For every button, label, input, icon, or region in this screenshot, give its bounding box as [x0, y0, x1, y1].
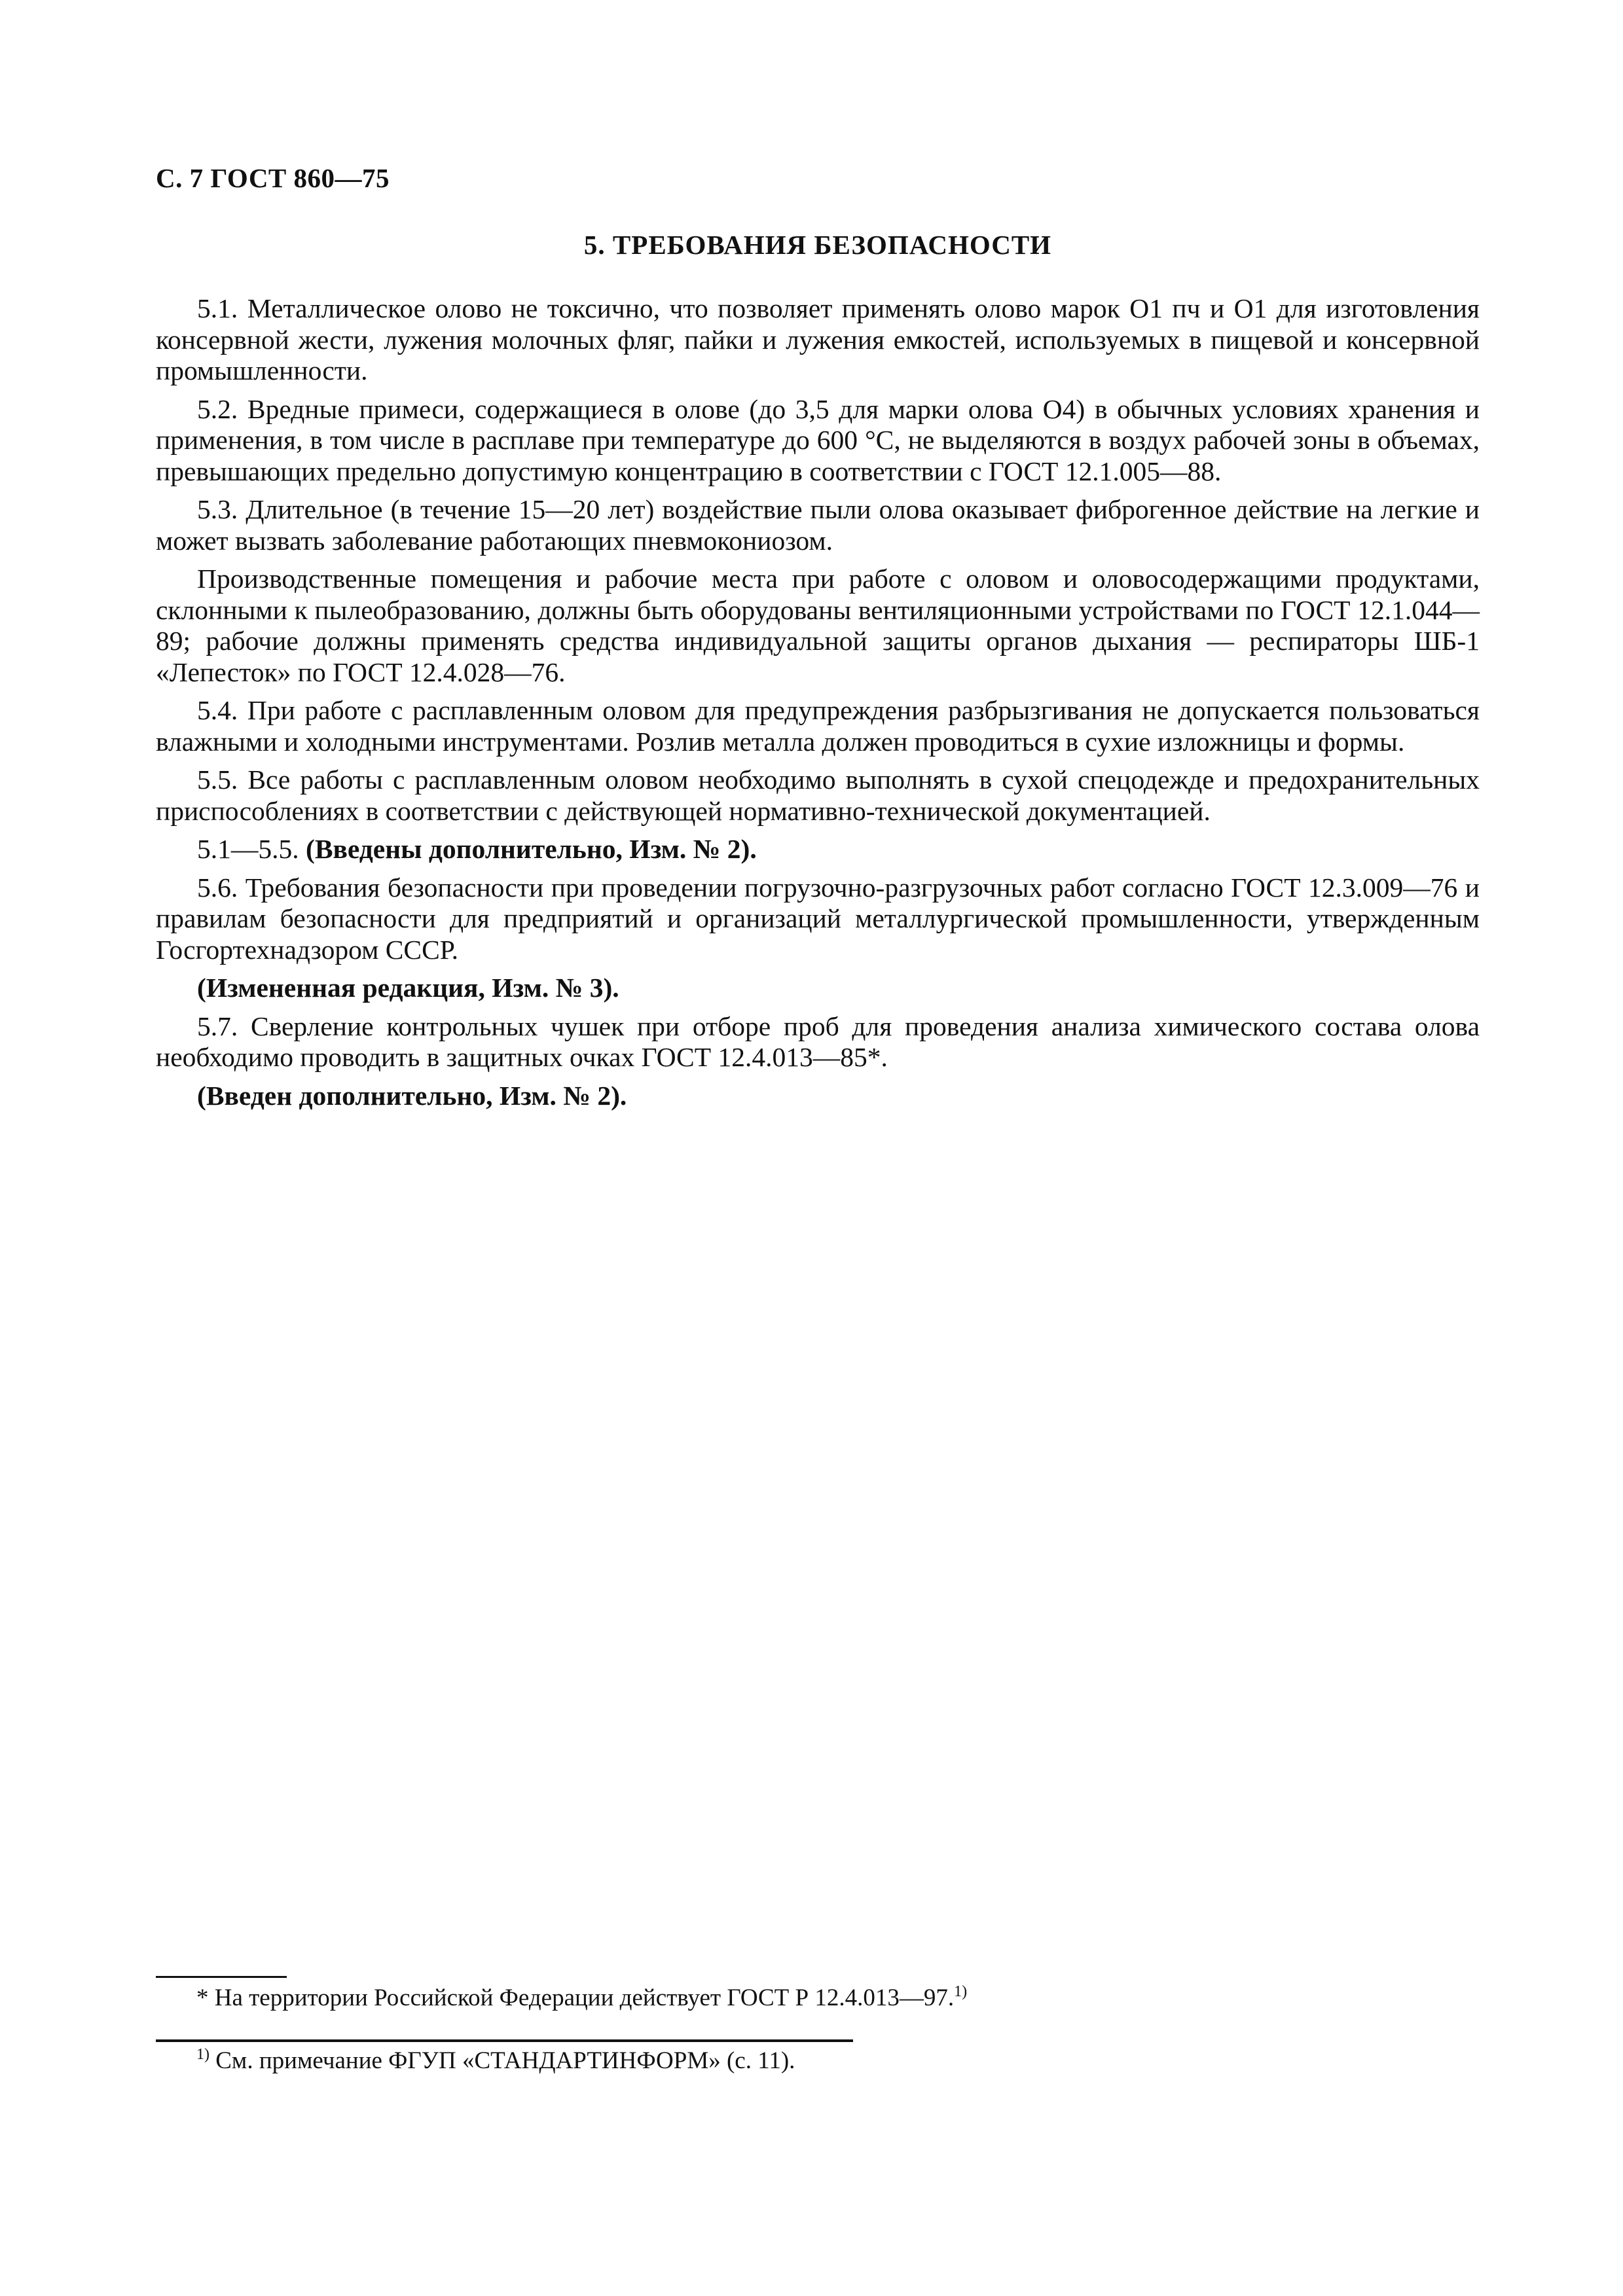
footnote-separator	[156, 1976, 287, 1978]
footnote-marker: 1)	[196, 2046, 210, 2063]
paragraph-5-3-ventilation: Производственные помещения и рабочие места при работе с оловом и оловосодержащими продуктами, склонными к пылеобразованию, должны быть оборудованы вентиляционными устройствами по ГОСТ 12.1.044—89; рабочие должны применять средства индивидуальной защиты органов дыхания — респираторы ШБ-1 «Лепесток» по ГОСТ 12.4.028—76.	[156, 564, 1480, 687]
paragraph-5-3: 5.3. Длительное (в течение 15—20 лет) воздействие пыли олова оказывает фиброгенное действие на легкие и может вызвать заболевание работающих пневмокониозом.	[156, 494, 1480, 556]
editorial-note-separator	[156, 2039, 853, 2042]
section-title: 5. ТРЕБОВАНИЯ БЕЗОПАСНОСТИ	[583, 230, 1052, 260]
amendment-text: (Введен дополнительно, Изм. № 2).	[197, 1080, 627, 1111]
footnote-marker: 1)	[954, 1983, 968, 2000]
paragraph-5-6: 5.6. Требования безопасности при проведении погрузочно-разгрузочных работ согласно ГОСТ 12.3.009—76 и правилам безопасности для предприятий и организаций металлургической промышленности, утвержденным Госгортехнадзором СССР.	[156, 872, 1480, 965]
footnote-text: См. примечание ФГУП «СТАНДАРТИНФОРМ» (с. 11).	[210, 2047, 795, 2074]
amendment-text: (Измененная редакция, Изм. № 3).	[197, 973, 619, 1003]
footnote-text: * На территории Российской Федерации действует ГОСТ Р 12.4.013—97.	[196, 1984, 955, 2011]
document-body	[156, 293, 1480, 1119]
amendment-ref: 5.1—5.5.	[197, 834, 306, 864]
paragraph-5-5: 5.5. Все работы с расплавленным оловом необходимо выполнять в сухой спецодежде и предохранительных приспособлениях в соответствии с действующей нормативно-технической документацией.	[156, 764, 1480, 826]
amendment-text: (Введены дополнительно, Изм. № 2).	[306, 834, 757, 864]
paragraph-5-4: 5.4. При работе с расплавленным оловом для предупреждения разбрызгивания не допускается пользоваться влажными и холодными инструментами. Розлив металла должен проводиться в сухие изложницы и формы.	[156, 695, 1480, 757]
footnote-gost-r	[196, 1983, 967, 2013]
editorial-note	[196, 2046, 795, 2076]
amendment-note-5-1-5-5	[156, 834, 1480, 865]
paragraph-5-7: 5.7. Сверление контрольных чушек при отборе проб для проведения анализа химического состава олова необходимо проводить в защитных очках ГОСТ 12.4.013—85*.	[156, 1011, 1480, 1072]
paragraph-5-1: 5.1. Металлическое олово не токсично, что позволяет применять олово марок О1 пч и О1 для изготовления консервной жести, лужения молочных фляг, пайки и лужения емкостей, используемых в пищевой и консервной промышленности.	[156, 293, 1480, 386]
amendment-note-5-7	[156, 1081, 1480, 1112]
amendment-note-5-6	[156, 973, 1480, 1004]
page-header: С. 7 ГОСТ 860—75	[156, 163, 390, 193]
paragraph-5-2: 5.2. Вредные примеси, содержащиеся в олове (до 3,5 для марки олова О4) в обычных условиях хранения и применения, в том числе в расплаве при температуре до 600 °С, не выделяются в воздух рабочей зоны в объемах, превышающих предельно допустимую концентрацию в соответствии с ГОСТ 12.1.005—88.	[156, 393, 1480, 486]
